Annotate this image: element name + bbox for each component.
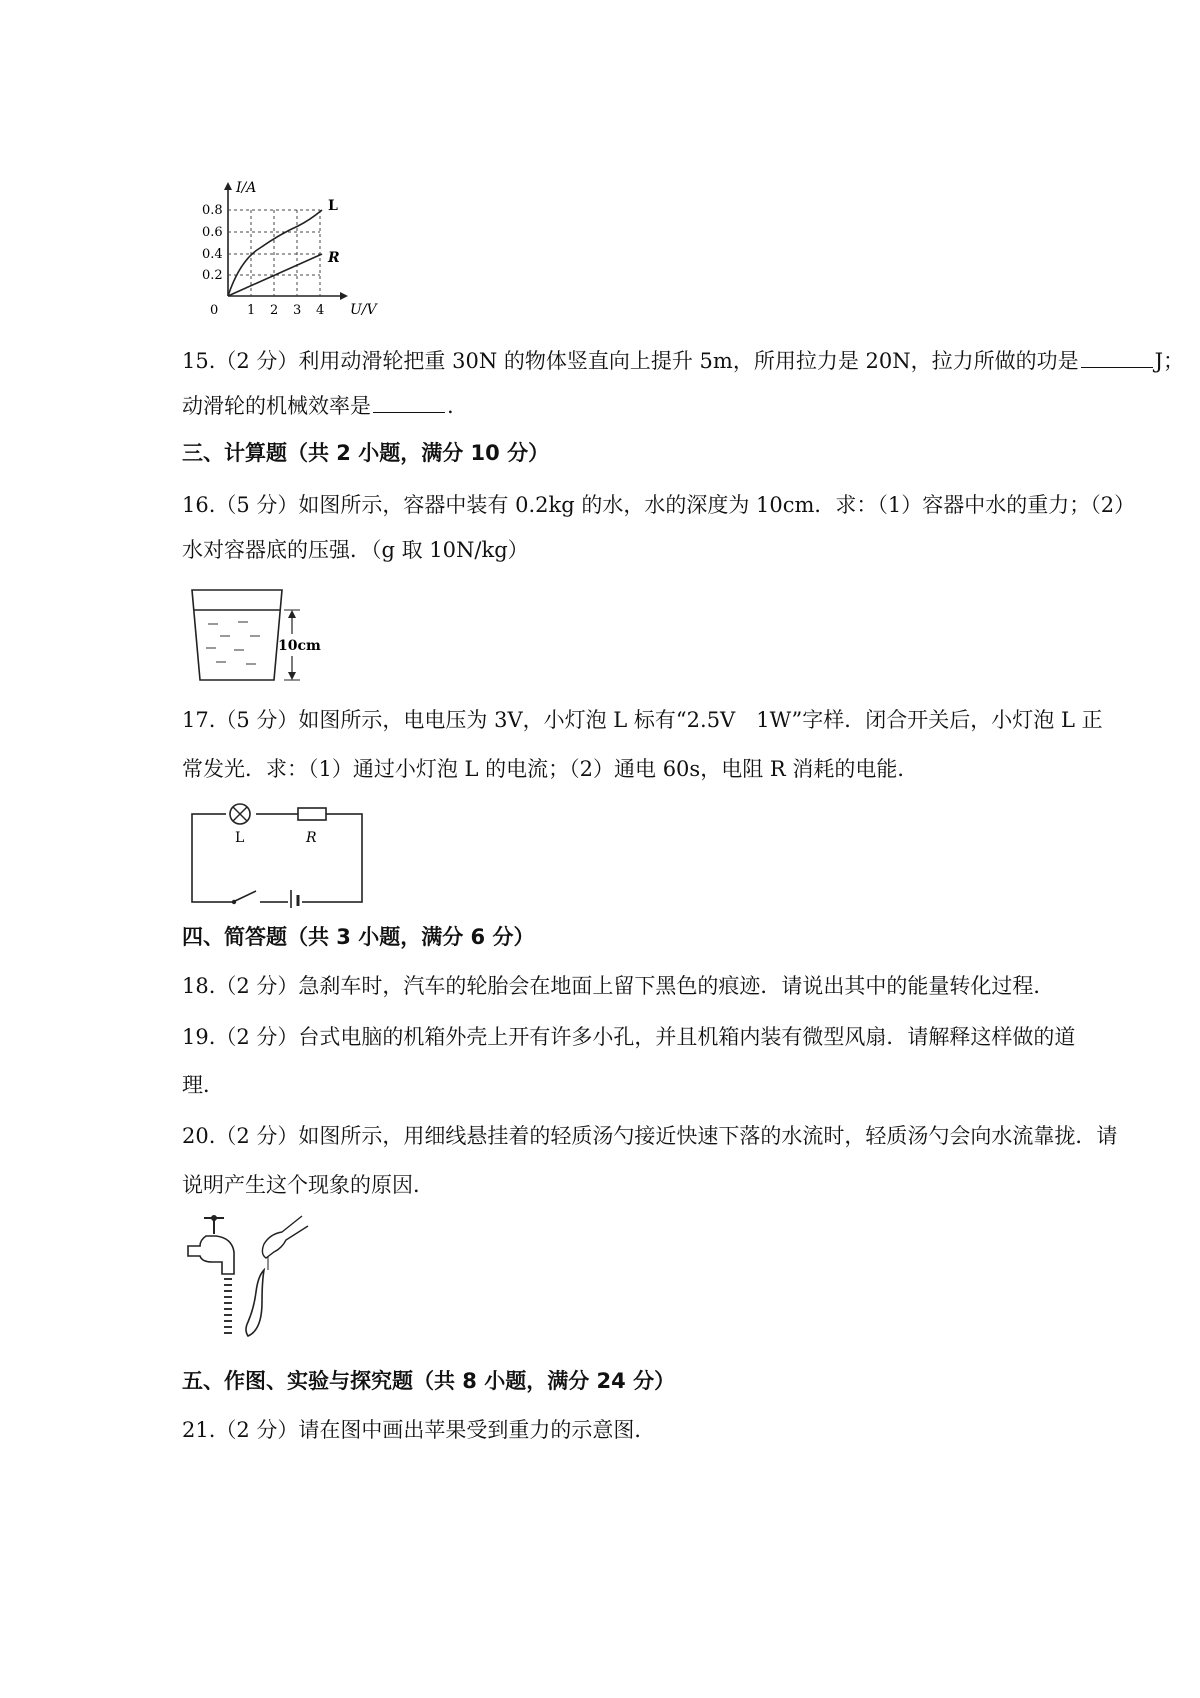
q15-text-b: J；: [1154, 349, 1185, 373]
iu-graph-figure: [200, 178, 400, 320]
q15-text-a: 15.（2 分）利用动滑轮把重 30N 的物体竖直向上提升 5m，所用拉力是 20N，拉力所做的功是: [182, 349, 1079, 373]
q16-line2: 水对容器底的压强．（g 取 10N/kg）: [182, 538, 529, 562]
q20-line2: 说明产生这个现象的原因．: [182, 1173, 434, 1197]
q15-blank-work[interactable]: [1081, 345, 1153, 368]
q21-line1: 21.（2 分）请在图中画出苹果受到重力的示意图．: [182, 1418, 656, 1442]
circuit-figure: [188, 798, 368, 908]
q17-line1: 17.（5 分）如图所示，电电压为 3V，小灯泡 L 标有“2.5V 1W”字样．闭合开关后，小灯泡 L 正: [182, 708, 1103, 732]
q17-line2: 常发光．求：（1）通过小灯泡 L 的电流；（2）通电 60s，电阻 R 消耗的电能．: [182, 757, 919, 781]
q19-line2: 理．: [182, 1073, 224, 1097]
x-tick-2: 2: [270, 303, 279, 318]
resistor-symbol: [298, 808, 326, 820]
curve-L-label: L: [328, 198, 338, 214]
q20-line1: 20.（2 分）如图所示，用细线悬挂着的轻质汤勺接近快速下落的水流时，轻质汤勺会向水流靠拢．请: [182, 1124, 1118, 1148]
q15-line1: [182, 345, 1184, 376]
hand: [262, 1216, 308, 1258]
faucet-body: [188, 1236, 234, 1274]
q15-text-d: .: [447, 394, 454, 418]
resistor-label: R: [306, 830, 317, 846]
q15-blank-efficiency[interactable]: [373, 390, 445, 413]
faucet-spoon-figure: [182, 1212, 322, 1342]
section5-title: 五、作图、实验与探究题（共 8 小题，满分 24 分）: [182, 1369, 676, 1393]
q15-line2: [182, 390, 454, 421]
container-figure: [188, 586, 328, 686]
section4-title: 四、简答题（共 3 小题，满分 6 分）: [182, 925, 535, 949]
q18-line1: 18.（2 分）急刹车时，汽车的轮胎会在地面上留下黑色的痕迹．请说出其中的能量转化过程．: [182, 974, 1055, 998]
x-tick-0: 0: [210, 303, 219, 318]
depth-label: 10cm: [278, 638, 321, 654]
x-tick-4: 4: [316, 303, 325, 318]
q15-text-c: 动滑轮的机械效率是: [182, 394, 371, 418]
y-axis-label: I/A: [236, 180, 257, 196]
x-tick-3: 3: [293, 303, 302, 318]
x-axis-label: U/V: [350, 302, 377, 318]
y-tick-0.4: 0.4: [202, 247, 223, 262]
y-tick-0.8: 0.8: [202, 203, 223, 218]
curve-L: [228, 210, 322, 296]
section3-title: 三、计算题（共 2 小题，满分 10 分）: [182, 441, 550, 465]
q16-line1: 16.（5 分）如图所示，容器中装有 0.2kg 的水，水的深度为 10cm．求：（1）容器中水的重力；（2）: [182, 493, 1136, 517]
line-R-label: R: [328, 250, 340, 266]
x-tick-1: 1: [247, 303, 256, 318]
lamp-label: L: [235, 830, 245, 846]
y-tick-0.2: 0.2: [202, 268, 223, 283]
y-tick-0.6: 0.6: [202, 225, 223, 240]
q19-line1: 19.（2 分）台式电脑的机箱外壳上开有许多小孔，并且机箱内装有微型风扇．请解释这样做的道: [182, 1025, 1076, 1049]
spoon: [246, 1270, 264, 1336]
